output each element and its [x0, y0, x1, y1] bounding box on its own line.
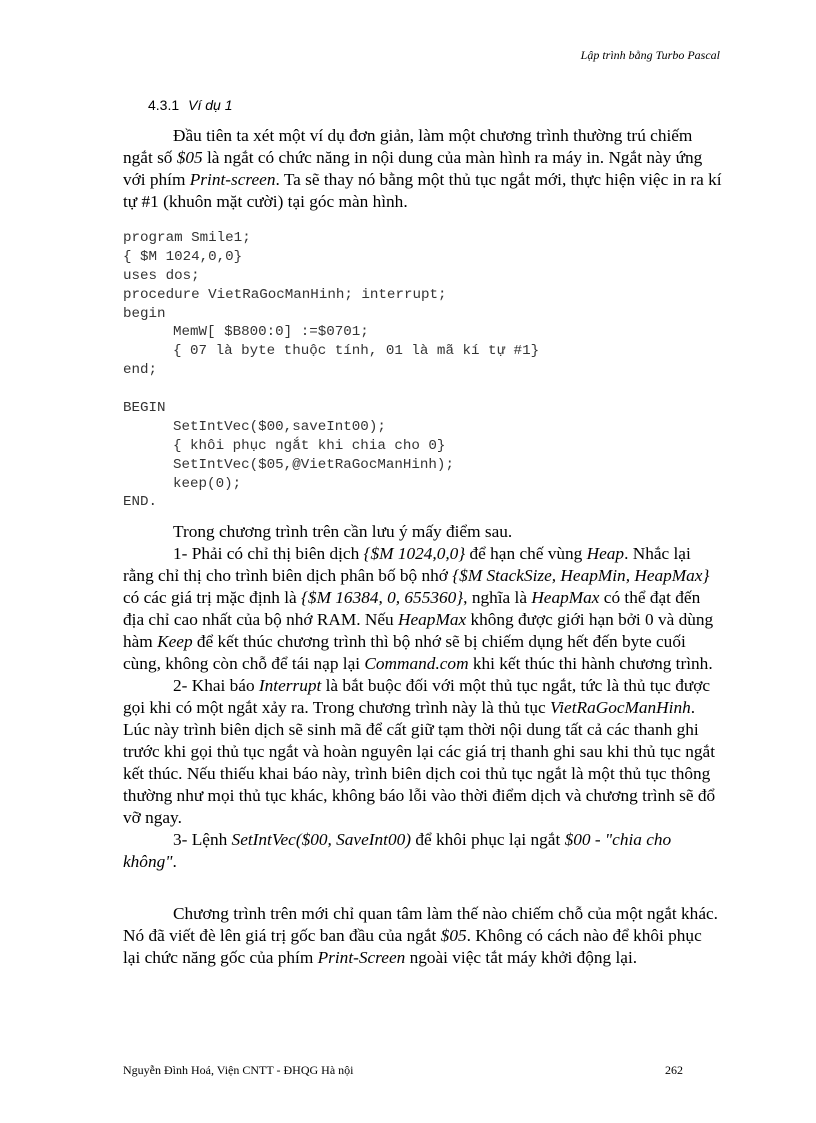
section-heading: [148, 97, 233, 113]
intro-paragraph: Đầu tiên ta xét một ví dụ đơn giản, làm một chương trình thường trú chiếm ngắt số $05 là ngắt có chức năng in nội dung của màn hình ra máy in. Ngắt này ứng với phím Print-screen. Ta sẽ thay nó bằng một thủ tục ngắt mới, thực hiện việc in ra kí tự #1 (khuôn mặt cười) tại góc màn hình.: [123, 126, 722, 211]
code-line: { $M 1024,0,0}: [123, 248, 243, 265]
code-line: { 07 là byte thuộc tính, 01 là mã kí tự #1}: [173, 343, 540, 360]
closing-paragraph: Chương trình trên mới chỉ quan tâm làm thế nào chiếm chỗ của một ngắt khác. Nó đã viết đè lên giá trị gốc ban đầu của ngắt $05. Không có cách nào để khôi phục lại chức năng gốc của phím Print-Screen ngoài việc tắt máy khởi động lại.: [123, 904, 718, 967]
code-line: begin: [123, 305, 166, 322]
code-line: BEGIN: [123, 400, 166, 417]
notes-lead: Trong chương trình trên cần lưu ý mấy điểm sau.: [173, 522, 513, 541]
code-line: procedure VietRaGocManHinh; interrupt;: [123, 286, 447, 303]
note-1: 1- Phải có chỉ thị biên dịch {$M 1024,0,0} để hạn chế vùng Heap. Nhắc lại rằng chỉ thị cho trình biên dịch phân bố bộ nhớ {$M StackSize, HeapMin, HeapMax} có các giá trị mặc định là {$M 16384, 0, 655360}, nghĩa là HeapMax có thể đạt đến địa chỉ cao nhất của bộ nhớ RAM. Nếu HeapMax không được giới hạn bởi 0 và dùng hàm Keep để kết thúc chương trình thì bộ nhớ sẽ bị chiếm dụng hết đến byte cuối cùng, không còn chỗ để tái nạp lại Command.com khi kết thúc thi hành chương trình.: [123, 544, 714, 673]
notes-section: [123, 521, 723, 873]
code-line: program Smile1;: [123, 230, 251, 246]
code-line: SetIntVec($00,saveInt00);: [173, 418, 386, 435]
note-3: 3- Lệnh SetIntVec($00, SaveInt00) để khôi phục lại ngắt $00 - "chia cho không".: [123, 830, 672, 871]
code-line: keep(0);: [173, 475, 242, 492]
code-listing: [123, 229, 539, 512]
code-line: uses dos;: [123, 267, 200, 284]
section-title: Ví dụ 1: [188, 97, 233, 113]
section-number: 4.3.1: [148, 97, 180, 113]
page-footer: [123, 1063, 683, 1078]
code-line: SetIntVec($05,@VietRaGocManHinh);: [173, 456, 454, 473]
code-line: END.: [123, 494, 158, 511]
code-blank-line: [123, 380, 539, 399]
code-line: { khôi phục ngắt khi chia cho 0}: [173, 437, 446, 454]
page-number: 262: [665, 1063, 683, 1077]
footer-author: Nguyễn Đình Hoá, Viện CNTT - ĐHQG Hà nội: [123, 1063, 354, 1077]
code-line: end;: [123, 362, 158, 379]
note-2: 2- Khai báo Interrupt là bắt buộc đối với một thủ tục ngắt, tức là thủ tục được gọi khi có một ngắt xảy ra. Trong chương trình này là thủ tục VietRaGocManHinh. Lúc này trình biên dịch sẽ sinh mã để cất giữ tạm thời nội dung tất cả các thanh ghi trước khi gọi thủ tục ngắt và hoàn nguyên lại các giá trị thanh ghi sau khi thủ tục ngắt kết thúc. Nếu thiếu khai báo này, trình biên dịch coi thủ tục ngắt là một thủ tục thông thường như mọi thủ tục khác, không báo lỗi vào thời điểm dịch và chương trình sẽ đổ vỡ ngay.: [123, 676, 716, 827]
code-line: MemW[ $B800:0] :=$0701;: [173, 324, 369, 341]
running-header: Lập trình bằng Turbo Pascal: [580, 48, 720, 62]
